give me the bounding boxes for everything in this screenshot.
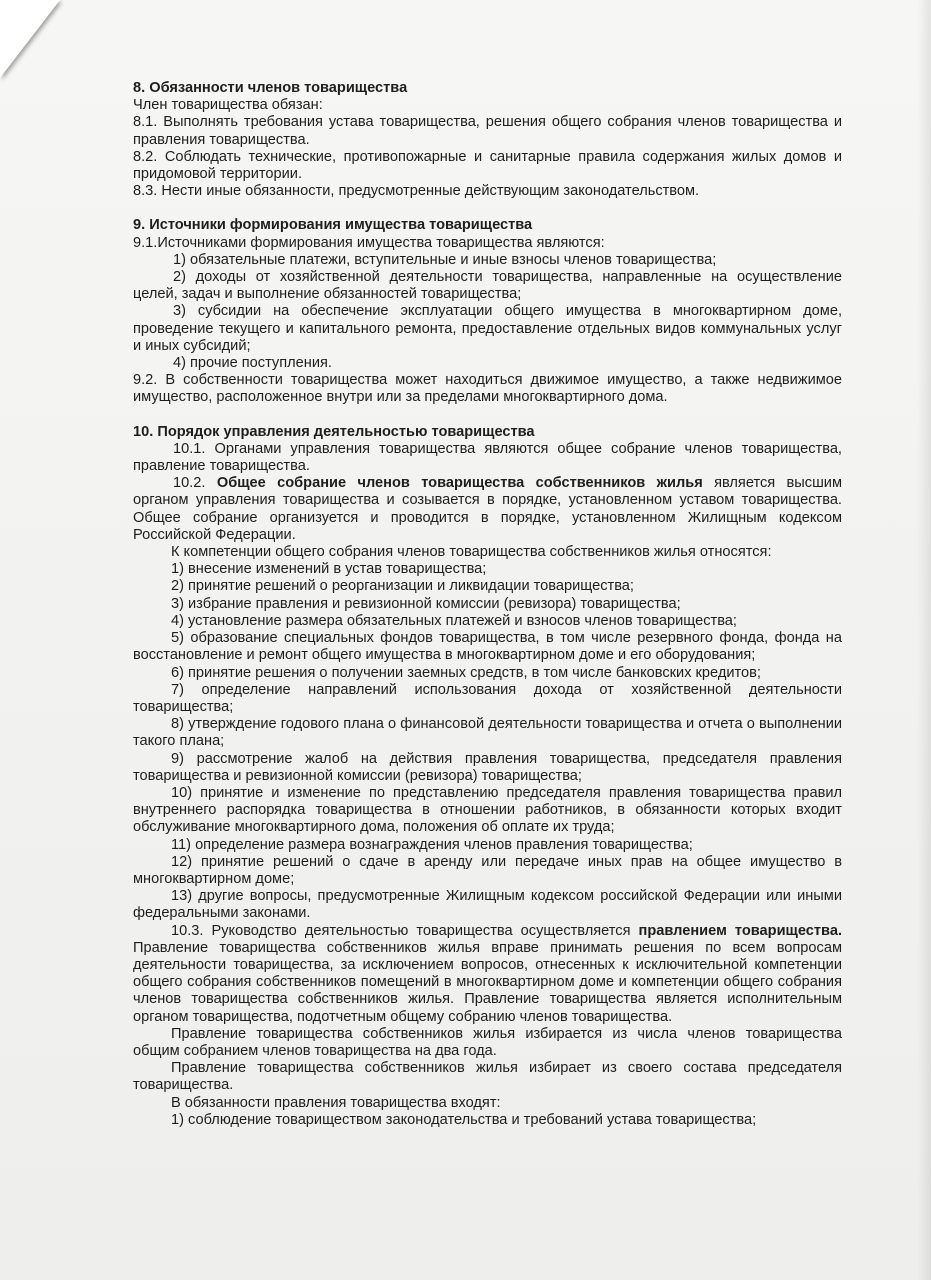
clause-10-2-bold: Общее собрание членов товарищества собственников жилья — [216, 475, 703, 492]
board-election: Правление товарищества собственников жилья избирается из числа членов товарищества общим собранием членов товарищества на два года. — [133, 1025, 842, 1059]
competence-item-10: 10) принятие и изменение по представлению председателя правления товарищества правил внутреннего распорядка товарищества в отношении работников, в обязанности которых входит обслуживание многоквартирного дома, положения об оплате их труда; — [133, 784, 842, 836]
competence-item-11: 11) определение размера вознаграждения членов правления товарищества; — [171, 836, 693, 853]
folded-corner — [0, 0, 60, 78]
competence-item-1: 1) внесение изменений в устав товарищества; — [171, 561, 487, 578]
competence-item-2: 2) принятие решений о реорганизации и ликвидации товарищества; — [171, 578, 634, 595]
board-chair: Правление товарищества собственников жилья избирает из своего состава председателя товарищества. — [133, 1060, 842, 1094]
clause-10-1: 10.1. Органами управления товарищества являются общее собрание членов товарищества, правление товарищества. — [133, 440, 842, 475]
clause-8-1: 8.1. Выполнять требования устава товарищества, решения общего собрания членов товарищества и правления товарищества. — [133, 114, 842, 148]
competence-item-7: 7) определение направлений использования дохода от хозяйственной деятельности товарищества; — [133, 681, 842, 715]
source-item-3: 3) субсидии на обеспечение эксплуатации общего имущества в многоквартирном доме, проведение текущего и капитального ремонта, предоставление отдельных видов коммунальных услуг и иных субсидий; — [133, 303, 842, 354]
clause-10-2-number: 10.2. — [173, 475, 206, 492]
source-item-4: 4) прочие поступления. — [173, 355, 332, 372]
section-9-heading: 9. Источники формирования имущества товарищества — [133, 217, 533, 234]
source-item-1: 1) обязательные платежи, вступительные и иные взносы членов товарищества; — [173, 251, 717, 268]
clause-8-3: 8.3. Нести иные обязанности, предусмотренные действующим законодательством. — [133, 183, 700, 200]
clause-10-2-text: является высшим органом управления товарищества и созывается в порядке, установленном уставом товарищества. Общее собрание организуется и проводится в порядке, установленном Жилищным кодексом Российской Федерации. — [133, 475, 842, 543]
competence-item-6: 6) принятие решения о получении заемных средств, в том числе банковских кредитов; — [171, 664, 761, 681]
competence-intro: К компетенции общего собрания членов товарищества собственников жилья относятся: — [171, 544, 772, 561]
clause-9-2: 9.2. В собственности товарищества может находиться движимое имущество, а также недвижимое имущество, расположенное внутри или за пределами многоквартирного дома. — [133, 372, 842, 406]
page-edge-shadow — [917, 0, 931, 1280]
document-body — [133, 80, 842, 1129]
source-item-2: 2) доходы от хозяйственной деятельности товарищества, направленные на осуществление целей, задач и выполнение обязанностей товарищества; — [133, 269, 842, 303]
clause-10-3 — [133, 923, 842, 1026]
section-8-intro: Член товарищества обязан: — [133, 97, 323, 114]
competence-item-12: 12) принятие решений о сдаче в аренду или передаче иных прав на общее имущество в многоквартирном доме; — [133, 853, 842, 887]
clause-10-2 — [133, 475, 842, 544]
board-duties-intro: В обязанности правления товарищества входят: — [171, 1094, 501, 1111]
clause-10-3-lead: 10.3. Руководство деятельностью товарищества осуществляется — [171, 922, 631, 939]
competence-item-3: 3) избрание правления и ревизионной комиссии (ревизора) товарищества; — [171, 595, 681, 612]
clause-8-2: 8.2. Соблюдать технические, противопожарные и санитарные правила содержания жилых домов и придомовой территории. — [133, 148, 842, 183]
clause-10-3-bold: правлением товарищества. — [638, 922, 843, 939]
clause-9-1-intro: 9.1.Источниками формирования имущества товарищества являются: — [133, 234, 605, 251]
competence-item-9: 9) рассмотрение жалоб на действия правления товарищества, председателя правления товарищества и ревизионной комиссии (ревизора) товарищества; — [133, 750, 842, 784]
competence-item-5: 5) образование специальных фондов товарищества, в том числе резервного фонда, фонда на восстановление и ремонт общего имущества в многоквартирном доме и его оборудования; — [133, 630, 842, 664]
board-duty-1: 1) соблюдение товариществом законодательства и требований устава товарищества; — [171, 1111, 757, 1128]
competence-item-13: 13) другие вопросы, предусмотренные Жилищным кодексом российской Федерации или иными федеральными законами. — [133, 888, 842, 922]
section-10-heading: 10. Порядок управления деятельностью товарищества — [133, 423, 535, 440]
competence-item-8: 8) утверждение годового плана о финансовой деятельности товарищества и отчета о выполнении такого плана; — [133, 716, 842, 750]
clause-10-3-text: Правление товарищества собственников жилья вправе принимать решения по всем вопросам деятельности товарищества, за исключением вопросов, отнесенных к исключительной компетенции общего собрания собственников помещений в многоквартирном доме и компетенции общего собрания членов товарищества собственников жилья. Правление товарищества является исполнительным органом товарищества, подотчетным общему собранию членов товарищества. — [133, 939, 842, 1025]
competence-item-4: 4) установление размера обязательных платежей и взносов членов товарищества; — [171, 612, 737, 629]
section-8-heading: 8. Обязанности членов товарищества — [133, 80, 408, 96]
